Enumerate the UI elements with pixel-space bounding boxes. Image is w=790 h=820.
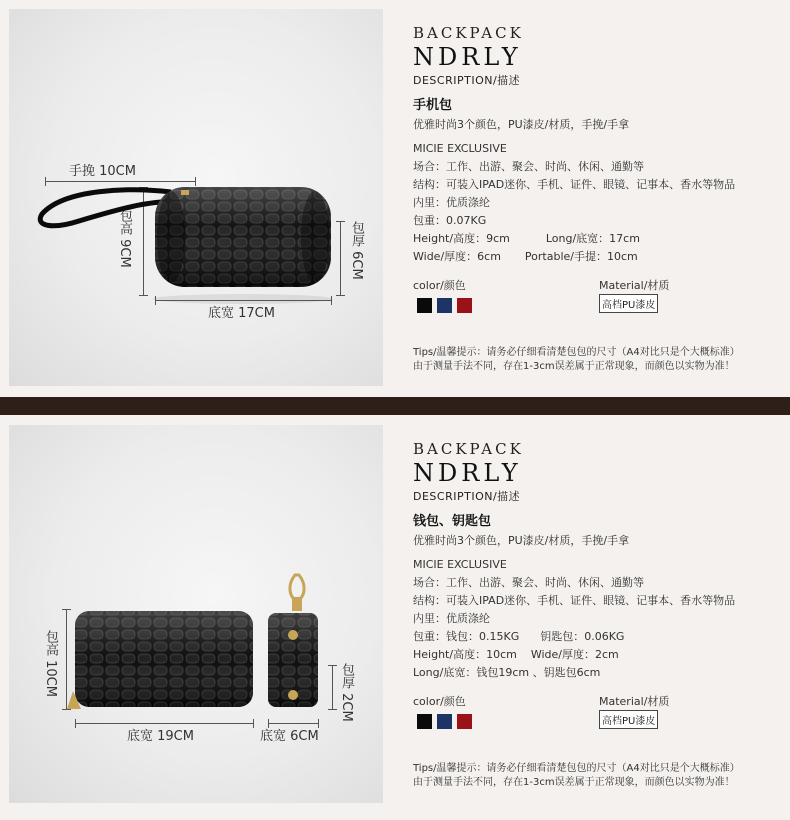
wallet-keycase-image <box>9 425 383 803</box>
color-swatch-red[interactable] <box>457 298 472 313</box>
product-title: 钱包、钥匙包 <box>413 514 492 529</box>
dimension-tick <box>328 709 337 710</box>
keycase-thickness-label: 包厚 2CM <box>339 663 354 722</box>
product-panel-phone-bag <box>0 0 790 397</box>
height-wide-row: Height/高度：10cm Wide/厚度：2cm <box>413 648 619 661</box>
product-tagline: 优雅时尚3个颜色，PU漆皮/材质，手挽/手拿 <box>413 534 630 547</box>
product-info-wallet-keycase <box>413 440 773 788</box>
color-swatch-navy[interactable] <box>437 714 452 729</box>
color-label: color/颜色 <box>413 695 466 708</box>
structure-text: 结构：可装入IPAD迷你、手机、证件、眼镜、记事本、香水等物品 <box>413 594 736 607</box>
wide-portable-row <box>413 248 773 266</box>
thickness-dimension-line <box>340 221 341 295</box>
tips-text <box>413 346 740 374</box>
dimension-tick <box>336 221 345 222</box>
weight-text: 包重：钱包：0.15KG 钥匙包：0.06KG <box>413 630 625 643</box>
brand-logo: NDRLY <box>413 459 522 487</box>
dimension-tick <box>328 665 337 666</box>
material-badge: 高档PU漆皮 <box>599 710 658 729</box>
brand-tagline: BACKPACK <box>413 440 524 458</box>
brand-tagline: BACKPACK <box>413 24 524 42</box>
keycase-width-line <box>268 723 318 724</box>
bag-height-label: 包高 9CM <box>117 209 132 268</box>
product-info-phone-bag <box>413 24 773 372</box>
portable-spec: Portable/手提：10cm <box>524 250 638 263</box>
exclusive-label: MICIE EXCLUSIVE <box>413 558 507 571</box>
product-panel-wallet-keycase <box>0 415 790 820</box>
keycase-width-label: 底宽 6CM <box>260 729 319 744</box>
exclusive-label: MICIE EXCLUSIVE <box>413 142 507 155</box>
color-swatch-black[interactable] <box>417 298 432 313</box>
dimension-tick <box>331 296 332 305</box>
product-photo-wallet-keycase <box>9 425 383 803</box>
product-photo-phone-bag <box>9 9 383 386</box>
wallet-width-line <box>75 723 253 724</box>
tips-line-1: Tips/温馨提示：请务必仔细看清楚包包的尺寸（A4对比只是个大概标准） <box>413 347 740 358</box>
strap-length-label: 手挽 10CM <box>69 164 136 179</box>
product-title: 手机包 <box>413 98 453 113</box>
wallet-height-label: 包高 10CM <box>43 630 58 697</box>
lining-text: 内里：优质涤纶 <box>413 196 490 209</box>
occasion-text: 场合：工作、出游、聚会、时尚、休闲、通勤等 <box>413 160 644 173</box>
dimension-tick <box>253 719 254 728</box>
lining-text: 内里：优质涤纶 <box>413 612 490 625</box>
description-heading: DESCRIPTION/描述 <box>413 74 521 87</box>
long-spec: Long/底宽：钱包19cm 、钥匙包6cm <box>413 666 601 679</box>
color-swatch-black[interactable] <box>417 714 432 729</box>
structure-text: 结构：可装入IPAD迷你、手机、证件、眼镜、记事本、香水等物品 <box>413 178 736 191</box>
bag-thickness-label: 包厚 6CM <box>349 221 364 280</box>
color-label: color/颜色 <box>413 279 466 292</box>
dimension-tick <box>336 295 345 296</box>
description-heading: DESCRIPTION/描述 <box>413 490 521 503</box>
dimension-tick <box>75 719 76 728</box>
material-badge: 高档PU漆皮 <box>599 294 658 313</box>
weight-text: 包重：0.07KG <box>413 214 487 227</box>
material-label: Material/材质 <box>599 279 670 292</box>
phone-bag-image <box>9 9 383 386</box>
tips-line-2: 由于测量手法不同，存在1-3cm误差属于正常现象，而颜色以实物为准！ <box>413 361 735 372</box>
thickness-dimension-line <box>332 665 333 709</box>
height-long-row <box>413 230 773 248</box>
width-dimension-line <box>155 300 331 301</box>
tips-text <box>413 762 740 790</box>
long-spec: Long/底宽：17cm <box>545 232 640 245</box>
wallet-width-label: 底宽 19CM <box>127 729 194 744</box>
bag-width-label: 底宽 17CM <box>208 306 275 321</box>
product-tagline: 优雅时尚3个颜色，PU漆皮/材质，手挽/手拿 <box>413 118 630 131</box>
color-swatch-red[interactable] <box>457 714 472 729</box>
brand-logo: NDRLY <box>413 43 522 71</box>
height-spec: Height/高度：9cm <box>413 232 510 245</box>
wide-spec: Wide/厚度：6cm <box>413 250 501 263</box>
occasion-text: 场合：工作、出游、聚会、时尚、休闲、通勤等 <box>413 576 644 589</box>
dimension-tick <box>155 296 156 305</box>
color-swatch-navy[interactable] <box>437 298 452 313</box>
material-label: Material/材质 <box>599 695 670 708</box>
tips-line-2: 由于测量手法不同，存在1-3cm误差属于正常现象，而颜色以实物为准！ <box>413 777 735 788</box>
tips-line-1: Tips/温馨提示：请务必仔细看清楚包包的尺寸（A4对比只是个大概标准） <box>413 763 740 774</box>
